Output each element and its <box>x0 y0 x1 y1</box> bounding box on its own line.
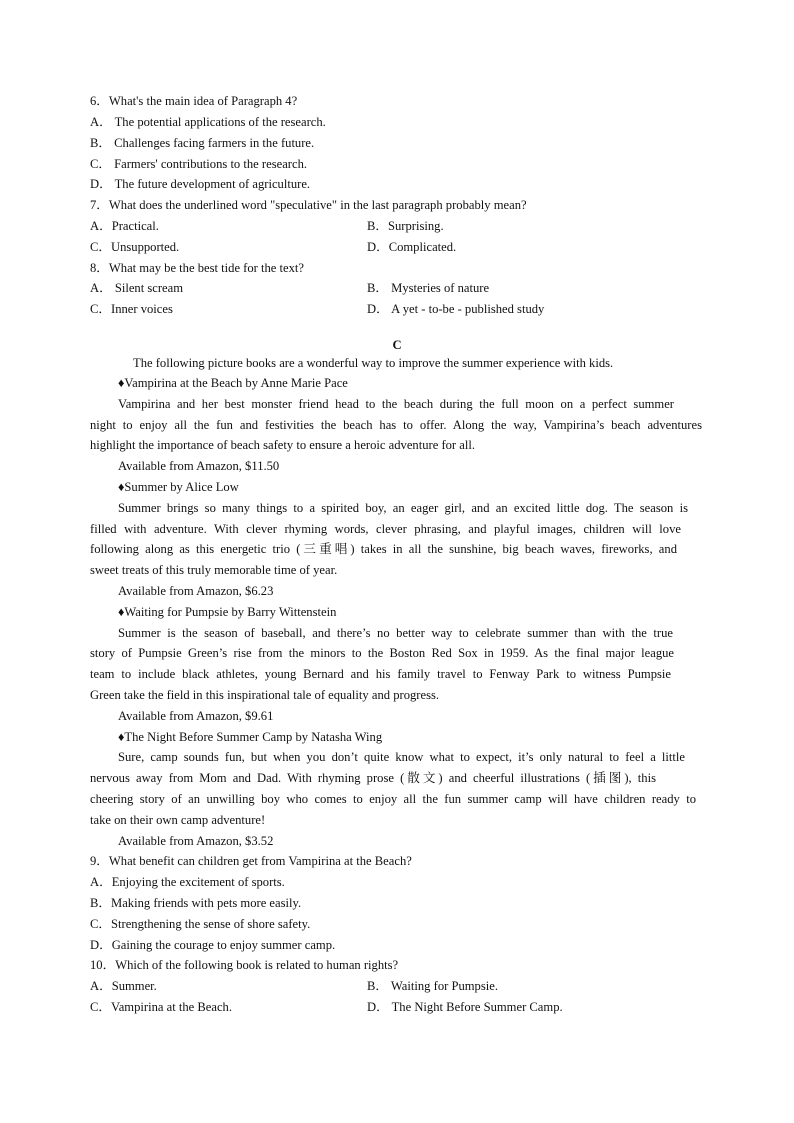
book-title: ♦Vampirina at the Beach by Anne Marie Pace <box>118 376 348 390</box>
question-6-option-b: B． Challenges facing farmers in the future. <box>90 136 315 150</box>
book-description-line: filled with adventure. With clever rhyming words, clever phrasing, and playful images, children will love <box>90 522 681 536</box>
book-title: ♦The Night Before Summer Camp by Natasha Wing <box>118 730 383 744</box>
book-description-line: Summer is the season of baseball, and there’s no better way to celebrate summer than with the true <box>118 626 673 640</box>
book-description-line: sweet treats of this truly memorable time of year. <box>90 563 338 577</box>
book-price: Available from Amazon, $9.61 <box>118 709 274 723</box>
question-10-option-d: D． The Night Before Summer Camp. <box>367 1000 563 1014</box>
book-description-line: highlight the importance of beach safety to ensure a heroic adventure for all. <box>90 438 476 452</box>
question-8-option-a: A． Silent scream <box>90 281 184 295</box>
book-price: Available from Amazon, $6.23 <box>118 584 274 598</box>
book-description-line: take on their own camp adventure! <box>90 813 266 827</box>
question-9-option-a: A．Enjoying the excitement of sports. <box>90 875 285 889</box>
question-8-stem: 8．What may be the best tide for the text? <box>90 261 305 275</box>
book-description-line: team to include black athletes, young Bernard and his family travel to Fenway Park to witness Pumpsie <box>90 667 671 681</box>
question-10-stem: 10．Which of the following book is related to human rights? <box>90 958 399 972</box>
question-10-option-c: C．Vampirina at the Beach. <box>90 1000 232 1014</box>
question-8-option-b: B． Mysteries of nature <box>367 281 490 295</box>
question-6-stem: 6．What's the main idea of Paragraph 4? <box>90 94 298 108</box>
question-9-option-c: C．Strengthening the sense of shore safety. <box>90 917 311 931</box>
section-intro: The following picture books are a wonderful way to improve the summer experience with kids. <box>133 356 614 370</box>
question-6-option-c: C． Farmers' contributions to the research. <box>90 157 308 171</box>
book-description-line: Green take the field in this inspirational tale of equality and progress. <box>90 688 440 702</box>
question-9-option-d: D．Gaining the courage to enjoy summer camp. <box>90 938 336 952</box>
question-7-option-a: A．Practical. <box>90 219 159 233</box>
question-8-option-d: D． A yet - to-be - published study <box>367 302 545 316</box>
question-6-option-a: A． The potential applications of the research. <box>90 115 326 129</box>
book-description-line: cheering story of an unwilling boy who comes to enjoy all the fun summer camp will have children ready to <box>90 792 696 806</box>
book-price: Available from Amazon, $11.50 <box>118 459 280 473</box>
section-heading: C <box>392 338 402 352</box>
book-price: Available from Amazon, $3.52 <box>118 834 274 848</box>
book-description-line: nervous away from Mom and Dad. With rhyming prose (散文) and cheerful illustrations (插图), this <box>90 771 656 785</box>
question-7-option-d: D．Complicated. <box>367 240 457 254</box>
question-9-option-b: B．Making friends with pets more easily. <box>90 896 302 910</box>
book-description-line: story of Pumpsie Green’s rise from the minors to the Boston Red Sox in 1959. As the final major league <box>90 646 674 660</box>
question-10-option-b: B． Waiting for Pumpsie. <box>367 979 498 993</box>
question-7-option-b: B．Surprising. <box>367 219 444 233</box>
book-description-line: Sure, camp sounds fun, but when you don’t quite know what to expect, it’s only natural to feel a little <box>118 750 685 764</box>
question-6-option-d: D． The future development of agriculture. <box>90 177 311 191</box>
book-title: ♦Summer by Alice Low <box>118 480 239 494</box>
question-7-option-c: C．Unsupported. <box>90 240 180 254</box>
book-title: ♦Waiting for Pumpsie by Barry Wittenstein <box>118 605 337 619</box>
book-description-line: night to enjoy all the fun and festivities the beach has to offer. Along the way, Vampirina’s beach adventures <box>90 418 702 432</box>
book-description-line: following along as this energetic trio (三重唱) takes in all the sunshine, big beach waves, fireworks, and <box>90 542 677 556</box>
question-10-option-a: A．Summer. <box>90 979 157 993</box>
book-description-line: Summer brings so many things to a spirited boy, an eager girl, and an excited little dog. The season is <box>118 501 688 515</box>
question-8-option-c: C．Inner voices <box>90 302 173 316</box>
question-9-stem: 9．What benefit can children get from Vampirina at the Beach? <box>90 854 412 868</box>
book-description-line: Vampirina and her best monster friend head to the beach during the full moon on a perfect summer <box>118 397 674 411</box>
question-7-stem: 7．What does the underlined word "speculative" in the last paragraph probably mean? <box>90 198 527 212</box>
